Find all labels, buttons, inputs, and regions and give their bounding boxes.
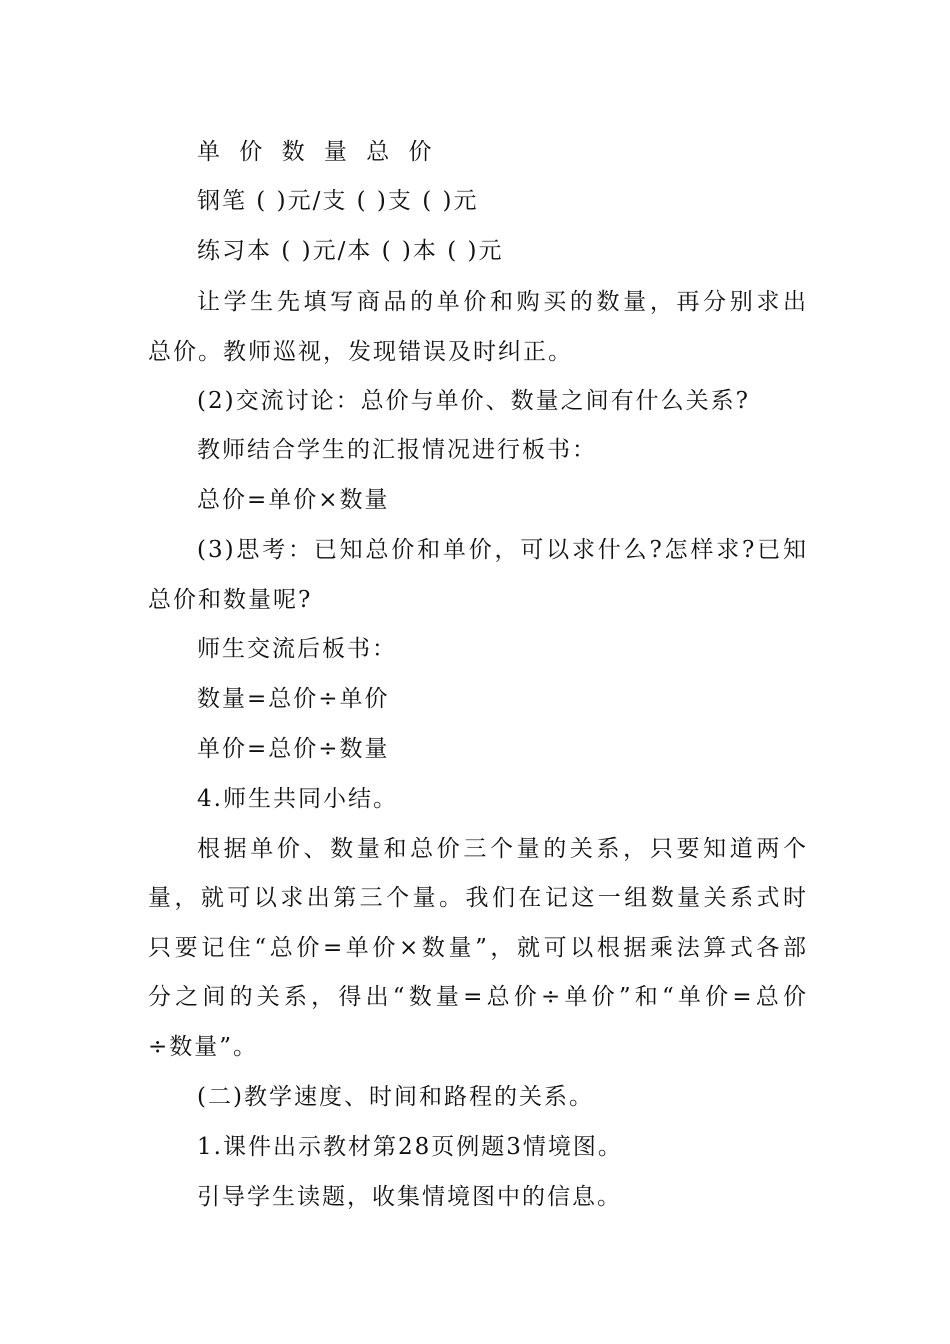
- paragraph-line: 1.课件出示教材第28页例题3情境图。: [197, 1134, 623, 1160]
- paragraph-line: 师生交流后板书：: [197, 636, 397, 662]
- table-header-line: 单 价 数 量 总 价: [197, 139, 438, 165]
- paragraph-line: 引导学生读题，收集情境图中的信息。: [197, 1184, 622, 1210]
- paragraph-line: 总价。教师巡视，发现错误及时纠正。: [148, 339, 573, 365]
- paragraph-line: 量，就可以求出第三个量。我们在记这一组数量关系式时: [148, 885, 808, 911]
- pen-row-line: 钢笔 ( )元/支 ( )支 ( )元: [197, 188, 479, 214]
- formula-line: 单价=总价÷数量: [197, 736, 390, 762]
- paragraph-line: (2)交流讨论：总价与单价、数量之间有什么关系?: [197, 388, 750, 414]
- notebook-row-line: 练习本 ( )元/本 ( )本 ( )元: [197, 238, 504, 264]
- paragraph-line: ÷数量”。: [148, 1034, 259, 1060]
- paragraph-line: 根据单价、数量和总价三个量的关系，只要知道两个: [197, 836, 808, 862]
- section-heading: (二)教学速度、时间和路程的关系。: [197, 1084, 594, 1110]
- paragraph-line: 教师结合学生的汇报情况进行板书：: [197, 437, 597, 463]
- section-heading: 4.师生共同小结。: [197, 786, 398, 812]
- paragraph-line: 让学生先填写商品的单价和购买的数量，再分别求出: [197, 289, 808, 315]
- paragraph-line: 总价和数量呢?: [148, 587, 313, 613]
- paragraph-line: 分之间的关系，得出“数量=总价÷单价”和“单价=总价: [148, 984, 808, 1010]
- formula-line: 总价=单价×数量: [197, 487, 390, 513]
- formula-line: 数量=总价÷单价: [197, 686, 390, 712]
- paragraph-line: 只要记住“总价=单价×数量”，就可以根据乘法算式各部: [148, 935, 808, 961]
- paragraph-line: (3)思考：已知总价和单价，可以求什么?怎样求?已知: [197, 537, 808, 563]
